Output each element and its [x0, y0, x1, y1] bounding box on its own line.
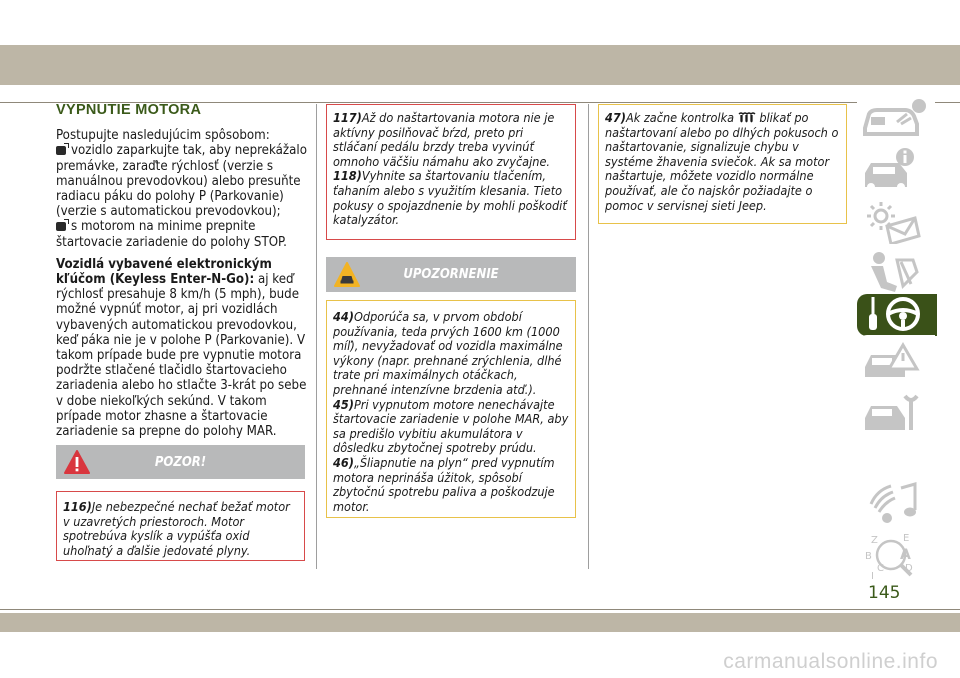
bullet-text-1: vozidlo zaparkujte tak, aby neprekážalo premávke, zaraďte rýchlosť (verzie s manuálnou prevodovkou) alebo presuňte radiacu páku do polohy P (Parkovanie) (verzie s automatickou prevodovkou); — [56, 143, 307, 220]
note-text: Až do naštartovania motora nie je aktívny posilňovač bŕzd, preto pri stláčaní pedálu brzdy treba vyvinúť omnoho väčšiu námahu ako zvyčajne. — [333, 110, 555, 169]
pozor-header — [56, 445, 305, 479]
note-number: 45) — [333, 396, 354, 412]
sidebar-item-safety[interactable] — [857, 244, 935, 300]
glow-plug-icon — [738, 112, 756, 123]
footer-rule — [0, 609, 960, 610]
keyless-label: Vozidlá vybavené elektronickým kľúčom (Keyless Enter-N-Go): — [56, 256, 272, 288]
steering-wheel-key-icon — [857, 294, 937, 336]
bullet-item-1 — [56, 143, 308, 219]
warning-triangle-icon — [64, 450, 90, 474]
upozornenie-header — [326, 257, 576, 292]
sidebar-item-dashboard[interactable] — [857, 92, 935, 148]
note-text: Odporúča sa, v prvom období používania, teda prvých 1600 km (1000 míľ), nevyžadovať od vozidla maximálne výkony (napr. prehnané zrýchlenia, dlhé trate pri maximálnych otáčkach, prehnané intenzívne brzdenia atď.). — [333, 309, 563, 397]
column-1 — [56, 103, 308, 439]
bullet-icon — [56, 146, 66, 155]
bullet-text-2: s motorom na minime prepnite štartovacie zariadenie do polohy STOP. — [56, 219, 287, 250]
light-envelope-icon — [857, 194, 935, 250]
index-letter: D — [905, 563, 913, 574]
intro-text: Postupujte nasledujúcim spôsobom: — [56, 128, 270, 144]
upozornenie-box — [326, 300, 576, 518]
alphabet-index-icon — [857, 527, 935, 583]
upozornenie-box-2 — [598, 104, 847, 224]
dashboard-car-icon — [857, 92, 935, 148]
index-letter: A — [900, 547, 911, 563]
note-number: 118) — [333, 168, 362, 184]
seat-safety-icon — [857, 244, 935, 300]
sidebar-item-emergency[interactable] — [857, 335, 935, 391]
pozor-heading: POZOR! — [154, 454, 207, 470]
note-number: 116) — [63, 499, 92, 514]
note-text: Pri vypnutom motore nenechávajte štartovacie zariadenie v polohe MAR, aby sa predišlo vybitiu akumulátora v dôsledku zbytočnej spotreby prúdu. — [333, 396, 569, 456]
note-number: 117) — [333, 110, 362, 125]
note-text: Vyhnite sa štartovaniu tlačením, ťahaním alebo s využitím klesania. Tieto pokusy o spojazdnenie by mohli poškodiť katalyzátor. — [333, 168, 567, 228]
upozornenie-heading: UPOZORNENIE — [403, 267, 499, 282]
footer-band — [0, 613, 960, 632]
pozor-box-1 — [56, 491, 305, 561]
index-letter: C — [877, 563, 884, 574]
car-wrench-icon — [857, 386, 935, 442]
watermark: carmanualsonline.info — [723, 650, 938, 673]
keyless-text: aj keď rýchlosť presahuje 8 km/h (5 mph), bude možné vypnúť motor, aj pri vozidlách vybavených automatickou prevodovkou, keď páka nie je v polohe P (Parkovanie). V takom prípade bude pre vypnutie motora podržte stlačené tlačidlo štartovacieho zariadenia alebo ho stlačte 3-krát po sebe v dobe niekoľkých sekúnd. V takom prípade motor zhasne a štartovacie zariadenie sa prepne do polohy MAR. — [56, 272, 307, 440]
section-title: VYPNUTIE MOTORA — [56, 102, 202, 118]
sidebar-item-multimedia[interactable] — [857, 476, 935, 532]
note-text: blikať po naštartovaní alebo po dlhých pokusoch o naštartovanie, signalizuje chybu v systéme žhavenia sviečok. Ak sa motor naštartuje, môžete vozidlo normálne používať, ale čo najskôr požiadajte o pomoc v servisnej sieti Jeep. — [605, 110, 839, 213]
note-text: Ak začne kontrolka — [625, 110, 735, 125]
keyless-paragraph — [56, 257, 308, 439]
caution-car-icon — [334, 262, 360, 287]
index-letter: B — [865, 551, 872, 562]
index-letter: E — [903, 533, 910, 544]
car-info-icon — [857, 143, 935, 199]
page-number: 145 — [868, 583, 901, 603]
car-warning-icon — [857, 335, 935, 391]
multimedia-icon — [857, 476, 935, 532]
sidebar-item-lights[interactable] — [857, 194, 935, 250]
note-text: „Šliapnutie na plyn“ pred vypnutím motora neprináša úžitok, spôsobí zbytočnú spotrebu paliva a poškodzuje motor. — [333, 454, 555, 514]
note-number: 44) — [333, 309, 354, 324]
sidebar-item-maintenance[interactable] — [857, 386, 935, 442]
index-letter: I — [871, 571, 874, 582]
sidebar-item-starting-driving[interactable] — [857, 294, 937, 336]
bullet-icon — [56, 222, 66, 231]
sidebar-item-index[interactable] — [857, 527, 935, 583]
header-band — [0, 45, 960, 85]
column-divider — [588, 104, 589, 569]
column-divider — [316, 104, 317, 569]
note-number: 46) — [333, 454, 354, 470]
note-text: Je nebezpečné nechať bežať motor v uzavretých priestoroch. Motor spotrebúva kyslík a vypúšťa oxid uhoľnatý a ďalšie jedovaté plyny. — [63, 499, 290, 558]
bullet-item-2 — [56, 219, 308, 249]
pozor-box-2 — [326, 104, 576, 240]
note-number: 47) — [605, 110, 626, 125]
index-letter: Z — [871, 535, 878, 546]
sidebar-item-info[interactable] — [857, 143, 935, 199]
